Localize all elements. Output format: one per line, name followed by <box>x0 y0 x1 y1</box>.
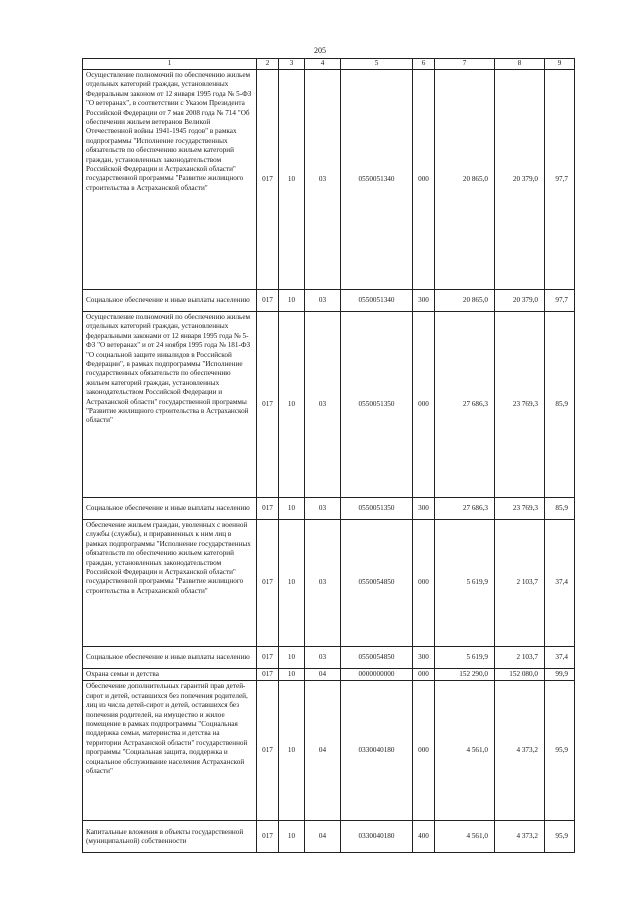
cell-admin-code: 017 <box>257 312 279 498</box>
table-row <box>83 520 575 647</box>
cell-executed: 4 373,2 <box>495 681 545 821</box>
cell-executed: 20 379,0 <box>495 290 545 312</box>
page-number: 205 <box>314 46 326 55</box>
cell-subsection: 04 <box>305 821 341 853</box>
header-col-2: 2 <box>257 59 279 70</box>
cell-percent: 99,9 <box>545 669 575 681</box>
cell-target-article: 0550051340 <box>341 70 413 290</box>
row-name: Социальное обеспечение и иные выплаты населению <box>83 647 257 669</box>
header-col-8: 8 <box>495 59 545 70</box>
row-name: Социальное обеспечение и иные выплаты населению <box>83 290 257 312</box>
cell-section: 10 <box>279 821 305 853</box>
table-row <box>83 70 575 290</box>
header-col-1: 1 <box>83 59 257 70</box>
cell-expense-type: 300 <box>413 498 435 520</box>
table-row <box>83 647 575 669</box>
cell-section: 10 <box>279 70 305 290</box>
cell-section: 10 <box>279 681 305 821</box>
cell-section: 10 <box>279 498 305 520</box>
cell-expense-type: 400 <box>413 821 435 853</box>
cell-section: 10 <box>279 290 305 312</box>
cell-subsection: 03 <box>305 70 341 290</box>
cell-percent: 85,9 <box>545 312 575 498</box>
cell-admin-code: 017 <box>257 498 279 520</box>
cell-executed: 2 103,7 <box>495 520 545 647</box>
cell-admin-code: 017 <box>257 520 279 647</box>
header-col-5: 5 <box>341 59 413 70</box>
cell-percent: 37,4 <box>545 647 575 669</box>
cell-section: 10 <box>279 669 305 681</box>
cell-planned: 152 290,0 <box>435 669 495 681</box>
cell-planned: 27 686,3 <box>435 312 495 498</box>
cell-planned: 5 619,9 <box>435 647 495 669</box>
cell-planned: 4 561,0 <box>435 821 495 853</box>
cell-percent: 37,4 <box>545 520 575 647</box>
cell-percent: 97,7 <box>545 290 575 312</box>
table-row <box>83 821 575 853</box>
budget-table <box>82 58 575 853</box>
row-name: Обеспечение жильем граждан, уволенных с военной службы (службы), и приравненных к ним лиц в рамках подпрограммы "Исполнение государственных обязательств по обеспечению жильем категорий граждан, установленных законодательством Российской Федерации и Астраханской области" государственной программы "Развитие жилищного строительства в Астраханской области" <box>83 520 257 647</box>
header-col-3: 3 <box>279 59 305 70</box>
cell-planned: 5 619,9 <box>435 520 495 647</box>
cell-admin-code: 017 <box>257 70 279 290</box>
cell-executed: 2 103,7 <box>495 647 545 669</box>
row-name: Капитальные вложения в объекты государственной (муниципальной) собственности <box>83 821 257 853</box>
cell-expense-type: 000 <box>413 70 435 290</box>
cell-planned: 4 561,0 <box>435 681 495 821</box>
cell-executed: 152 080,0 <box>495 669 545 681</box>
cell-planned: 20 865,0 <box>435 70 495 290</box>
cell-target-article: 0330040180 <box>341 681 413 821</box>
cell-target-article: 0550054850 <box>341 520 413 647</box>
cell-section: 10 <box>279 520 305 647</box>
cell-section: 10 <box>279 312 305 498</box>
cell-target-article: 0550054850 <box>341 647 413 669</box>
cell-executed: 4 373,2 <box>495 821 545 853</box>
cell-percent: 95,9 <box>545 821 575 853</box>
cell-subsection: 04 <box>305 681 341 821</box>
table-row <box>83 290 575 312</box>
header-col-9: 9 <box>545 59 575 70</box>
cell-subsection: 04 <box>305 669 341 681</box>
row-name: Осуществление полномочий по обеспечению жильем отдельных категорий граждан, установленных федеральными законами от 12 января 1995 года № 5-ФЗ "О ветеранах" и от 24 ноября 1995 года № 181-ФЗ "О социальной защите инвалидов в Российской Федерации", в рамках подпрограммы "Исполнение государственных обязательств по обеспечению жильем категорий граждан, установленных законодательством Российской Федерации и Астраханской области" государственной программы "Развитие жилищного строительства в Астраханской области" <box>83 312 257 498</box>
cell-target-article: 0000000000 <box>341 669 413 681</box>
cell-expense-type: 300 <box>413 647 435 669</box>
cell-admin-code: 017 <box>257 647 279 669</box>
cell-admin-code: 017 <box>257 290 279 312</box>
cell-expense-type: 000 <box>413 681 435 821</box>
row-name: Обеспечение дополнительных гарантий прав детей-сирот и детей, оставшихся без попечения родителей, лиц из числа детей-сирот и детей, оставшихся без попечения родителей, на имущество и жилое помещение в рамках подпрограммы "Социальная поддержка семьи, материнства и детства на территории Астраханской области" государственной программы "Социальная защита, поддержка и социальное обслуживание населения Астраханской области" <box>83 681 257 821</box>
cell-executed: 23 769,3 <box>495 312 545 498</box>
cell-section: 10 <box>279 647 305 669</box>
header-row <box>83 59 575 70</box>
cell-percent: 95,9 <box>545 681 575 821</box>
table-row <box>83 498 575 520</box>
cell-expense-type: 000 <box>413 669 435 681</box>
cell-admin-code: 017 <box>257 821 279 853</box>
cell-target-article: 0330040180 <box>341 821 413 853</box>
table-row <box>83 669 575 681</box>
cell-subsection: 03 <box>305 647 341 669</box>
cell-subsection: 03 <box>305 520 341 647</box>
row-name: Социальное обеспечение и иные выплаты населению <box>83 498 257 520</box>
cell-target-article: 0550051340 <box>341 290 413 312</box>
cell-executed: 20 379,0 <box>495 70 545 290</box>
cell-admin-code: 017 <box>257 669 279 681</box>
table-row <box>83 681 575 821</box>
row-name: Охрана семьи и детства <box>83 669 257 681</box>
cell-expense-type: 000 <box>413 520 435 647</box>
cell-expense-type: 300 <box>413 290 435 312</box>
cell-executed: 23 769,3 <box>495 498 545 520</box>
cell-planned: 27 686,3 <box>435 498 495 520</box>
cell-percent: 85,9 <box>545 498 575 520</box>
cell-expense-type: 000 <box>413 312 435 498</box>
cell-subsection: 03 <box>305 498 341 520</box>
table-row <box>83 312 575 498</box>
cell-admin-code: 017 <box>257 681 279 821</box>
header-col-7: 7 <box>435 59 495 70</box>
cell-subsection: 03 <box>305 290 341 312</box>
cell-percent: 97,7 <box>545 70 575 290</box>
cell-target-article: 0550051350 <box>341 498 413 520</box>
row-name: Осуществление полномочий по обеспечению жильем отдельных категорий граждан, установленных Федеральным законом от 12 января 1995 года № 5-ФЗ "О ветеранах", в соответствии с Указом Президента Российской Федерации от 7 мая 2008 года № 714 "Об обеспечении жильем ветеранов Великой Отечественной войны 1941-1945 годов" в рамках подпрограммы "Исполнение государственных обязательств по обеспечению жильем категорий граждан, установленных законодательством Российской Федерации и Астраханской области" государственной программы "Развитие жилищного строительства в Астраханской области" <box>83 70 257 290</box>
header-col-6: 6 <box>413 59 435 70</box>
cell-target-article: 0550051350 <box>341 312 413 498</box>
cell-subsection: 03 <box>305 312 341 498</box>
cell-planned: 20 865,0 <box>435 290 495 312</box>
header-col-4: 4 <box>305 59 341 70</box>
